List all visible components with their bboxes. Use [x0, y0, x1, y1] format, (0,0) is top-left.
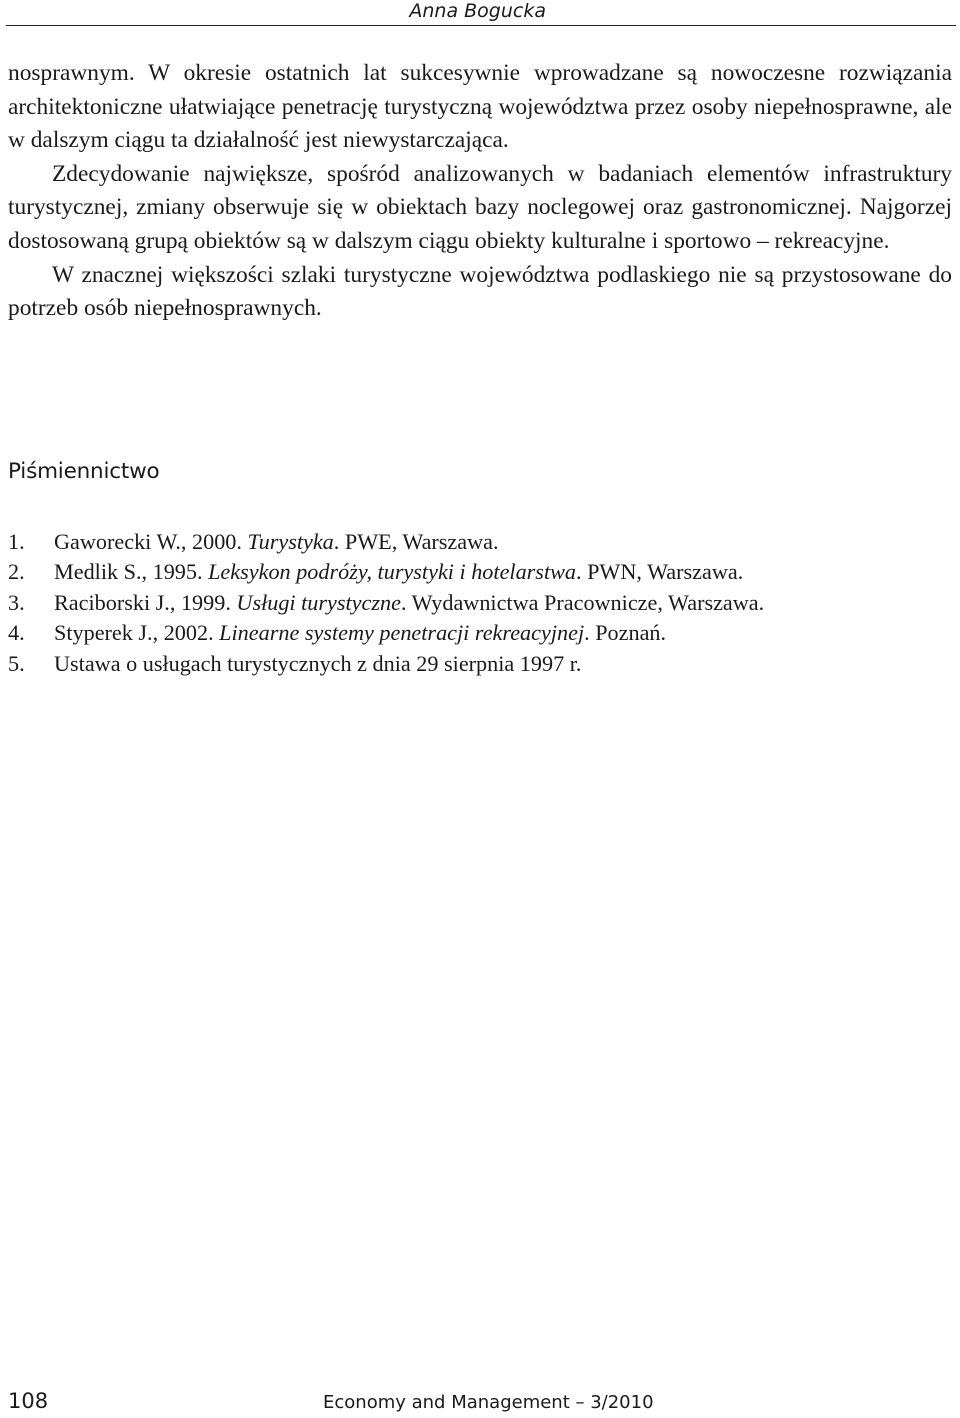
reference-item [8, 557, 952, 587]
paragraph-2: Zdecydowanie największe, spośród analizowanych w badaniach elementów infrastruktury turystycznej, zmiany obserwuje się w obiektach bazy noclegowej oraz gastronomicznej. Najgorzej dostosowaną grupą obiektów są w dalszym ciągu obiekty kulturalne i sportowo – rekreacyjne. [8, 160, 952, 254]
reference-publisher: . PWE, Warszawa. [333, 529, 499, 554]
reference-author-year: Gaworecki W., 2000. [54, 529, 248, 554]
running-header-author [0, 0, 946, 22]
reference-number: 1. [8, 529, 25, 554]
reference-author-year: Medlik S., 1995. [54, 559, 209, 585]
page-number: 108 [8, 1389, 49, 1413]
reference-title: Linearne systemy penetracji rekreacyjnej [219, 620, 585, 646]
references-list [8, 527, 952, 679]
reference-number: 2. [8, 559, 25, 585]
reference-item [8, 588, 952, 618]
reference-author-year: Raciborski J., 1999. [54, 589, 237, 615]
reference-title: Usługi turystyczne [236, 589, 401, 615]
reference-publisher: . Poznań. [584, 620, 667, 646]
reference-number: 3. [8, 589, 25, 615]
reference-item [8, 527, 952, 557]
reference-title: Leksykon podróży, turystyki i hotelarstwa [208, 559, 576, 585]
paragraph-1: nosprawnym. W okresie ostatnich lat sukcesywnie wprowadzane są nowoczesne rozwiązania architektoniczne ułatwiające penetrację turystyczną województwa przez osoby niepełnosprawne, ale w dalszym ciągu ta działalność jest niewystarczająca. [8, 60, 952, 154]
reference-number: 5. [8, 650, 25, 676]
reference-publisher: . PWN, Warszawa. [576, 559, 744, 585]
reference-title: Turystyka [247, 529, 334, 554]
reference-author-year: Ustawa o usługach turystycznych z dnia 29 sierpnia 1997 r. [54, 650, 582, 676]
author-name: Anna Bogucka [409, 0, 546, 22]
reference-author-year: Styperek J., 2002. [54, 620, 220, 646]
reference-item [8, 618, 952, 648]
paragraph-3: W znacznej większości szlaki turystyczne województwa podlaskiego nie są przystosowane do potrzeb osób niepełnosprawnych. [8, 261, 952, 322]
reference-publisher: . Wydawnictwa Pracownicze, Warszawa. [400, 589, 765, 615]
reference-number: 4. [8, 620, 25, 646]
main-text [8, 57, 952, 326]
references-heading: Piśmiennictwo [8, 459, 160, 484]
journal-footer: Economy and Management – 3/2010 [323, 1392, 654, 1413]
reference-item [8, 649, 952, 679]
header-divider [6, 25, 956, 26]
